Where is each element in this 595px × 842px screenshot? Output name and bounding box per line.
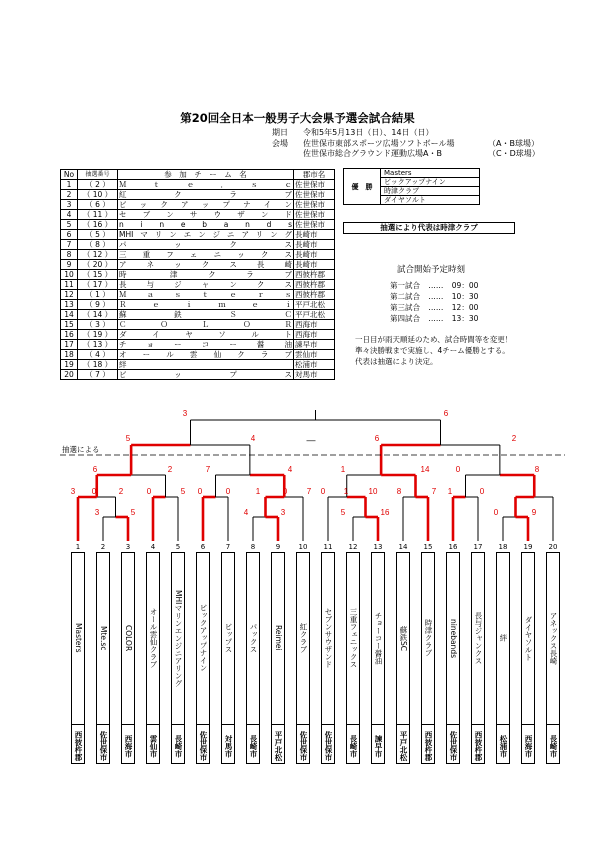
- bracket-team-divider: [171, 724, 185, 725]
- score-label: 1: [255, 487, 261, 496]
- schedule-label: 第二試合: [390, 292, 420, 301]
- bracket-team-divider: [496, 724, 510, 725]
- team-lot: （ 17 ）: [78, 280, 118, 290]
- bracket-team-name: MHIマリンエンジニアリング: [174, 589, 183, 687]
- table-row: [61, 190, 335, 200]
- bracket-team-city: 雲仙市: [149, 734, 158, 758]
- bracket-team-city: 平戸北松: [274, 731, 283, 761]
- bracket-team-name: オール雲仙クラブ: [149, 608, 158, 668]
- team-no: 7: [61, 240, 78, 250]
- venue-label: 会場: [272, 139, 288, 148]
- team-name: ア ネ ッ ク ス 長 崎: [119, 260, 292, 269]
- team-city: 松浦市: [294, 360, 335, 370]
- team-name: 蘇 鉄 Ｓ Ｃ: [119, 310, 292, 319]
- team-lot: （ 12 ）: [78, 250, 118, 260]
- bracket-team-number: 19: [523, 543, 533, 551]
- team-no: 18: [61, 350, 78, 360]
- bracket-dash: ―: [306, 436, 316, 446]
- schedule-time: 09：00: [451, 281, 479, 290]
- score-label: 6: [443, 409, 449, 418]
- team-lot: （ 2 ）: [78, 180, 118, 190]
- bracket-team-divider: [471, 724, 485, 725]
- bracket-team-city: 西海市: [124, 734, 133, 758]
- winner-3: 時津クラブ: [381, 187, 480, 196]
- bracket-team-city: 長崎市: [349, 734, 358, 758]
- note-line: 代表は抽選により決定。: [355, 357, 438, 366]
- score-label: 9: [531, 508, 537, 517]
- score-label: 7: [431, 487, 437, 496]
- tournament-bracket: [0, 400, 595, 550]
- table-row: [61, 270, 335, 280]
- bracket-team-city: 長崎市: [174, 734, 183, 758]
- bracket-team-divider: [196, 724, 210, 725]
- bracket-team-number: 17: [473, 543, 483, 551]
- team-no: 1: [61, 180, 78, 190]
- team-name: n i n e b a n d s: [119, 220, 292, 229]
- bracket-team-number: 6: [200, 543, 206, 551]
- bracket-team-city: 佐世保市: [99, 731, 108, 761]
- team-lot: （ 8 ）: [78, 240, 118, 250]
- winner-2: ビックアップナイン: [381, 178, 480, 187]
- bracket-team-number: 10: [298, 543, 308, 551]
- bracket-team-number: 15: [423, 543, 433, 551]
- team-city: 長崎市: [294, 250, 335, 260]
- schedule-row: [390, 291, 478, 302]
- bracket-team-city: 西彼杵郡: [424, 731, 433, 761]
- team-lot: （ 14 ）: [78, 310, 118, 320]
- score-label: 1: [343, 487, 349, 496]
- score-label: 6: [92, 465, 98, 474]
- score-label: 6: [374, 434, 380, 443]
- bracket-team-name: セブンサウザンド: [324, 608, 333, 668]
- team-no: 10: [61, 270, 78, 280]
- schedule-label: 第四試合: [390, 314, 420, 323]
- table-row: [61, 210, 335, 220]
- team-name: 長 与 ジ ャ ン ク ス: [119, 280, 292, 289]
- bracket-team-divider: [346, 724, 360, 725]
- team-city: 対馬市: [294, 370, 335, 380]
- team-no: 17: [61, 340, 78, 350]
- score-label: 3: [280, 508, 286, 517]
- bracket-team-number: 8: [250, 543, 256, 551]
- bracket-team-number: 5: [175, 543, 181, 551]
- bracket-team-city: 佐世保市: [299, 731, 308, 761]
- bracket-team-name: Reimei: [274, 625, 283, 651]
- score-label: 8: [396, 487, 402, 496]
- page-title: 第20回全日本一般男子大会県予選会試合結果: [180, 111, 415, 125]
- bracket-team-number: 20: [548, 543, 558, 551]
- bracket-team-name: アネックス長崎: [549, 611, 558, 665]
- bracket-team-number: 12: [348, 543, 358, 551]
- score-label: 4: [250, 434, 256, 443]
- team-table: [60, 169, 335, 380]
- bracket-team-name: Mte.sc: [99, 625, 108, 651]
- team-lot: （ 10 ）: [78, 190, 118, 200]
- score-label: 5: [125, 434, 131, 443]
- bracket-team-city: 西彼杵郡: [474, 731, 483, 761]
- score-label: 5: [130, 508, 136, 517]
- bracket-team-city: 佐世保市: [199, 731, 208, 761]
- team-name: ビ ッ プ ス: [119, 370, 292, 379]
- schedule-dots: ……: [428, 281, 444, 290]
- venue-1-fields: （A・B球場）: [488, 139, 539, 148]
- bracket-team-city: 西海市: [524, 734, 533, 758]
- table-row: [61, 300, 335, 310]
- bracket-team-divider: [121, 724, 135, 725]
- score-label: 10: [368, 487, 378, 496]
- winner-1: Masters: [381, 169, 480, 178]
- score-label: 4: [243, 508, 249, 517]
- schedule-dots: ……: [428, 292, 444, 301]
- note-line: 準々決勝戦まで実施し、4チーム優勝とする。: [355, 346, 510, 355]
- score-label: 3: [70, 487, 76, 496]
- score-label: 0: [479, 487, 485, 496]
- team-no: 12: [61, 290, 78, 300]
- table-row: [61, 230, 335, 240]
- team-lot: （ 11 ）: [78, 210, 118, 220]
- bracket-team-divider: [296, 724, 310, 725]
- bracket-team-city: 松浦市: [499, 734, 508, 758]
- score-label: 2: [511, 434, 517, 443]
- bracket-team-name: 蘇鉄SC: [399, 625, 408, 651]
- header-no: No: [61, 170, 78, 180]
- bracket-team-number: 13: [373, 543, 383, 551]
- header-lot: 抽選番号: [78, 170, 118, 180]
- score-label: 2: [118, 487, 124, 496]
- team-name: Ｍ ｔ ｅ ． ｓ ｃ: [119, 180, 292, 189]
- bracket-team-name: ビックアップナイン: [199, 604, 208, 672]
- score-label: 0: [320, 487, 326, 496]
- table-row: [61, 220, 335, 230]
- bracket-team-number: 3: [125, 543, 131, 551]
- dates-value: 令和5年5月13日（日）、14日（日）: [303, 128, 434, 137]
- schedule-dots: ……: [428, 303, 444, 312]
- team-name: Ｃ Ｏ Ｌ Ｏ Ｒ: [119, 320, 292, 329]
- winners-label: 優 勝: [344, 169, 381, 205]
- team-name: 紅 ク ラ ブ: [119, 190, 292, 199]
- team-lot: （ 4 ）: [78, 350, 118, 360]
- score-label: 3: [94, 508, 100, 517]
- score-label: 2: [167, 465, 173, 474]
- score-label: 0: [455, 465, 461, 474]
- bracket-team-divider: [146, 724, 160, 725]
- schedule-time: 10：30: [451, 292, 479, 301]
- header-city: 郡市名: [294, 170, 335, 180]
- schedule-title: 試合開始予定時刻: [397, 265, 466, 275]
- team-name: 三 重 フ ェ ニ ッ ク ス: [119, 250, 292, 259]
- team-name: パ ッ ク ス: [119, 240, 292, 249]
- bracket-team-number: 4: [150, 543, 156, 551]
- table-row: [61, 320, 335, 330]
- team-city: 佐世保市: [294, 200, 335, 210]
- table-row: [61, 350, 335, 360]
- score-label: 3: [182, 409, 188, 418]
- team-no: 3: [61, 200, 78, 210]
- team-name: セ ブ ン サ ウ ザ ン ド: [119, 210, 292, 219]
- team-no: 6: [61, 230, 78, 240]
- team-city: 雲仙市: [294, 350, 335, 360]
- bracket-team-number: 18: [498, 543, 508, 551]
- bracket-team-divider: [546, 724, 560, 725]
- score-label: 0: [146, 487, 152, 496]
- team-name: Ｒ ｅ ｉ ｍ ｅ ｉ: [119, 300, 292, 309]
- score-label: 4: [287, 465, 293, 474]
- bracket-team-name: 時津クラブ: [424, 619, 433, 657]
- team-no: 13: [61, 300, 78, 310]
- table-row: [61, 280, 335, 290]
- team-city: 長崎市: [294, 260, 335, 270]
- team-lot: （ 20 ）: [78, 260, 118, 270]
- team-name: 時 津 ク ラ ブ: [119, 270, 292, 279]
- bracket-team-divider: [446, 724, 460, 725]
- schedule-row: [390, 280, 478, 291]
- team-city: 佐世保市: [294, 190, 335, 200]
- bracket-team-city: 長崎市: [549, 734, 558, 758]
- team-no: 11: [61, 280, 78, 290]
- team-name: チ ョ ー コ ー 醤 油: [119, 340, 292, 349]
- bracket-team-name: 紅クラブ: [299, 623, 308, 653]
- score-label: 7: [306, 487, 312, 496]
- score-label: 0: [225, 487, 231, 496]
- team-lot: （ 1 ）: [78, 290, 118, 300]
- bracket-team-number: 16: [448, 543, 458, 551]
- dates-label: 期日: [272, 128, 288, 137]
- team-no: 5: [61, 220, 78, 230]
- team-lot: （ 6 ）: [78, 200, 118, 210]
- score-label: 1: [340, 465, 346, 474]
- bracket-team-number: 2: [100, 543, 106, 551]
- table-row: [61, 200, 335, 210]
- venue-1-name: 佐世保市東部スポーツ広場ソフトボール場: [303, 139, 455, 148]
- bracket-team-number: 11: [323, 543, 333, 551]
- bracket-team-name: パックス: [249, 623, 258, 653]
- note-line: 一日目が雨天順延のため、試合時間等を変更！: [355, 335, 513, 344]
- bracket-team-divider: [421, 724, 435, 725]
- team-city: 西海市: [294, 330, 335, 340]
- bracket-team-city: 佐世保市: [324, 731, 333, 761]
- team-no: 15: [61, 320, 78, 330]
- team-no: 16: [61, 330, 78, 340]
- score-label: 0: [493, 508, 499, 517]
- table-row: [61, 310, 335, 320]
- winners-table: [343, 168, 480, 205]
- schedule-time: 13：30: [451, 314, 479, 323]
- bracket-team-city: 佐世保市: [449, 731, 458, 761]
- score-label: 1: [447, 487, 453, 496]
- team-lot: （ 15 ）: [78, 270, 118, 280]
- team-lot: （ 16 ）: [78, 220, 118, 230]
- team-no: 14: [61, 310, 78, 320]
- schedule-dots: ……: [428, 314, 444, 323]
- venue-2-fields: （C・D球場）: [488, 149, 540, 158]
- score-label: 5: [180, 487, 186, 496]
- team-name: MHIマリンエンジニアリング: [119, 230, 292, 239]
- bracket-team-divider: [246, 724, 260, 725]
- bracket-team-name: COLOR: [124, 624, 133, 652]
- schedule-label: 第一試合: [390, 281, 420, 290]
- bracket-team-name: 絆: [499, 634, 508, 642]
- table-row: [61, 240, 335, 250]
- bracket-team-name: ダイヤソルト: [524, 615, 533, 661]
- team-city: 諫早市: [294, 340, 335, 350]
- team-no: 9: [61, 260, 78, 270]
- table-row: [61, 260, 335, 270]
- bracket-team-divider: [271, 724, 285, 725]
- bracket-team-number: 1: [75, 543, 81, 551]
- bracket-team-name: ビップス: [224, 623, 233, 653]
- score-label: 7: [205, 465, 211, 474]
- bracket-team-name: 三重フェニックス: [349, 608, 358, 668]
- team-no: 2: [61, 190, 78, 200]
- score-label: 16: [380, 508, 390, 517]
- score-label: 14: [420, 465, 430, 474]
- schedule-row: [390, 313, 478, 324]
- bracket-team-divider: [521, 724, 535, 725]
- team-name: ビ ッ ク ア ッ プ ナ イ ン: [119, 200, 292, 209]
- bracket-team-name: チョーコー醤油: [374, 611, 383, 665]
- table-row: [61, 250, 335, 260]
- bracket-team-name: 長与ジャンクス: [474, 611, 483, 665]
- table-row: [61, 360, 335, 370]
- bracket-team-city: 対馬市: [224, 734, 233, 758]
- team-lot: （ 3 ）: [78, 320, 118, 330]
- bracket-team-name: Masters: [74, 623, 83, 653]
- bracket-team-number: 9: [275, 543, 281, 551]
- bracket-team-city: 長崎市: [249, 734, 258, 758]
- score-label: 0: [197, 487, 203, 496]
- bracket-team-name: ninebands: [449, 618, 458, 658]
- team-lot: （ 13 ）: [78, 340, 118, 350]
- team-lot: （ 7 ）: [78, 370, 118, 380]
- team-city: 佐世保市: [294, 180, 335, 190]
- team-city: 長崎市: [294, 230, 335, 240]
- team-city: 西彼杵郡: [294, 270, 335, 280]
- team-city: 西彼杵郡: [294, 280, 335, 290]
- bracket-team-divider: [396, 724, 410, 725]
- team-name: 絆: [118, 360, 294, 370]
- score-label: 0: [282, 487, 288, 496]
- bracket-team-city: 西彼杵郡: [74, 731, 83, 761]
- table-row: [61, 330, 335, 340]
- bracket-team-divider: [221, 724, 235, 725]
- bracket-team-number: 14: [398, 543, 408, 551]
- table-row: [61, 180, 335, 190]
- team-city: 長崎市: [294, 240, 335, 250]
- bracket-lot-label: 抽選による: [62, 445, 100, 454]
- lot-result-note: 抽選により代表は時津クラブ: [343, 222, 515, 234]
- team-lot: （ 19 ）: [78, 330, 118, 340]
- bracket-team-city: 諫早市: [374, 734, 383, 758]
- team-city: 西海市: [294, 320, 335, 330]
- team-no: 20: [61, 370, 78, 380]
- schedule-label: 第三試合: [390, 303, 420, 312]
- team-name: ダ イ ヤ ソ ル ト: [119, 330, 292, 339]
- team-lot: （ 9 ）: [78, 300, 118, 310]
- team-name: Ｍ ａ ｓ ｔ ｅ ｒ ｓ: [119, 290, 292, 299]
- team-table-header: [61, 170, 335, 180]
- schedule-row: [390, 302, 478, 313]
- team-city: 平戸北松: [294, 310, 335, 320]
- header-team: 参 加 チ ー ム 名: [118, 170, 294, 180]
- bracket-team-number: 7: [225, 543, 231, 551]
- team-city: 佐世保市: [294, 220, 335, 230]
- table-row: [61, 370, 335, 380]
- table-row: [61, 340, 335, 350]
- bracket-team-divider: [71, 724, 85, 725]
- team-lot: （ 5 ）: [78, 230, 118, 240]
- bracket-team-city: 平戸北松: [399, 731, 408, 761]
- team-no: 19: [61, 360, 78, 370]
- team-name: オ ー ル 雲 仙 ク ラ ブ: [119, 350, 292, 359]
- score-label: 0: [91, 487, 97, 496]
- team-city: 平戸北松: [294, 300, 335, 310]
- team-no: 8: [61, 250, 78, 260]
- winner-4: ダイヤソルト: [381, 196, 480, 205]
- table-row: [61, 290, 335, 300]
- bracket-team-divider: [371, 724, 385, 725]
- team-lot: （ 18 ）: [78, 360, 118, 370]
- team-city: 佐世保市: [294, 210, 335, 220]
- schedule-time: 12：00: [451, 303, 479, 312]
- venue-2-name: 佐世保市総合グラウンド運動広場A・B: [303, 149, 442, 158]
- score-label: 8: [534, 465, 540, 474]
- bracket-team-divider: [321, 724, 335, 725]
- team-city: 西彼杵郡: [294, 290, 335, 300]
- score-label: 5: [340, 508, 346, 517]
- team-no: 4: [61, 210, 78, 220]
- bracket-team-divider: [96, 724, 110, 725]
